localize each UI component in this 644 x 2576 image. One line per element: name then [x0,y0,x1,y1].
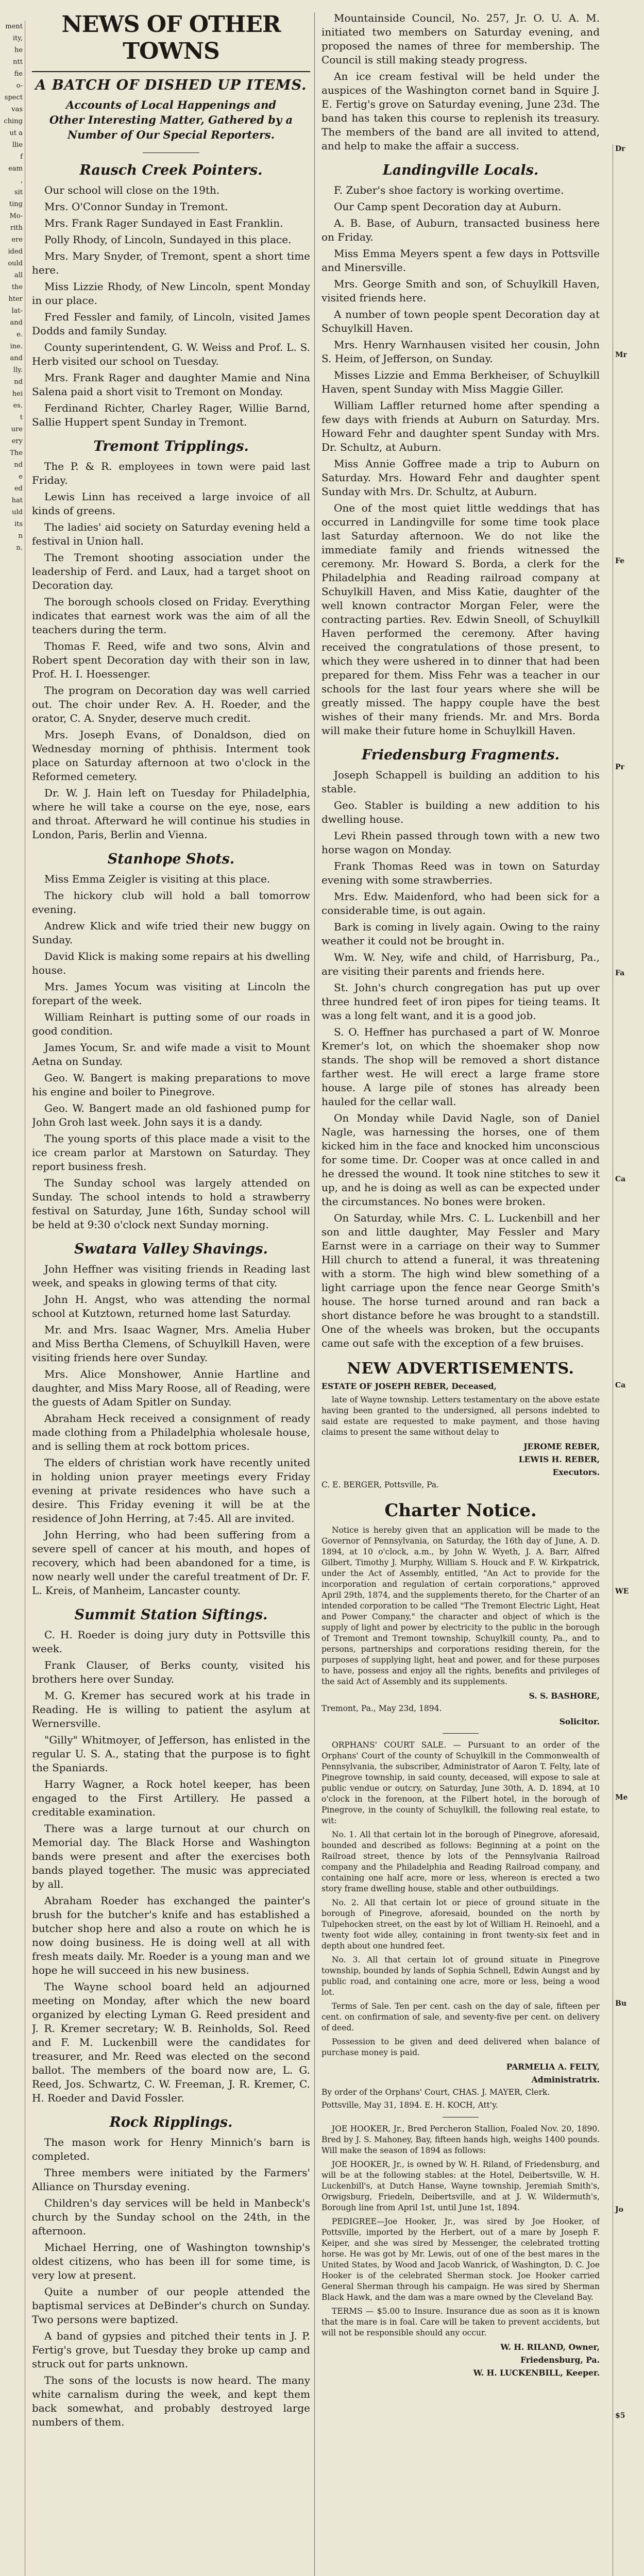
charter-role: Solicitor. [559,1717,600,1726]
orphans-tract: No. 1. All that certain lot in the borough of Pinegrove, aforesaid, bounded and described as follows: Beginning at a point on the Railroad street, thence by lots of the Pennsylvania Railroad company and the Philadelphia and Reading Railroad company, and containing one half acre, more or less, whereon is erected a two story frame dwelling house, stable and other outbuildings. [321,1830,600,1893]
news-item: Mrs. Alice Monshower, Annie Hartline and daughter, and Miss Mary Roose, all of Reading, were the guests of Adam Spitler on Sunday. [32,1368,310,1408]
edge-fragment: all [14,272,23,279]
news-item: The elders of christian work have recently united in holding union prayer meetings every Friday evening at private residences who have such a desire. This Friday evening it will be at the residence of John Herring, at 7:45. All are invited. [32,1456,310,1524]
edge-fragment: e. [16,331,23,338]
estate-attorney: C. E. BERGER, Pottsville, Pa. [321,1480,439,1489]
stallion-owner-place: Friedensburg, Pa. [520,2355,600,2365]
news-item: The program on Decoration day was well carried out. The choir under Rev. A. H. Roeder, and the orator, C. A. Snyder, deserve much credit. [32,684,310,724]
news-item: On Monday while David Nagle, son of Daniel Nagle, was harnessing the horses, one of them kicked him in the face and knocked him unconscious for some time. Dr. Cooper was at once called in and he dressed the wound. It took nine stitches to sew it up, and he is doing as well as can be expected under the circumstances. No bones were broken. [321,1112,600,1208]
section-friedensburg [321,748,600,1350]
news-item: Mrs. Joseph Evans, of Donaldson, died on Wednesday morning of phthisis. Interment took place on Saturday afternoon at two o'clock in the Reformed cemetery. [32,728,310,783]
news-item: Andrew Klick and wife tried their new buggy on Sunday. [32,920,310,946]
estate-body: late of Wayne township. Letters testamentary on the above estate having been granted to the undersigned, all persons indebted to said estate are requested to make payment, and those having claims to present the same without delay to [321,1395,600,1437]
news-item: Miss Emma Zeigler is visiting at this place. [44,873,270,885]
news-item: Miss Lizzie Rhody, of New Lincoln, spent Monday in our place. [32,280,310,307]
deck-headline: A BATCH OF DISHED UP ITEMS. [35,77,307,93]
edge-fragment: Mr [615,351,627,359]
stallion-owner: W. H. RILAND, Owner, [500,2342,600,2352]
edge-fragment: eam [8,165,23,173]
news-item: Miss Annie Goffree made a trip to Auburn on Saturday. Mrs. Howard Fehr and daughter spent Sunday with Mrs. Dr. Schultz, at Auburn. [321,457,600,498]
edge-fragment: ould [8,260,23,267]
news-item: Quite a number of our people attended the baptismal services at DeBinder's church on Sunday. Two persons were baptized. [32,2285,310,2326]
edge-fragment: ting [9,200,23,208]
edge-fragment: he [14,46,23,54]
section-swatara [32,1242,310,1598]
news-item: The sons of the locusts is now heard. The many white carnalism during the week, and kept them back somewhat, and probably destroyed large numbers of them. [32,2374,310,2428]
news-item: John Heffner was visiting friends in Reading last week, and speaks in glowing terms of that city. [32,1263,310,1289]
news-item: "Gilly" Whitmoyer, of Jefferson, has enlisted in the regular U. S. A., stating that the purpose is to fight the Spaniards. [32,1734,310,1774]
edge-fragment: nd [14,461,23,469]
section-head: Swatara Valley Shavings. [74,1241,268,1257]
estate-signer: LEWIS H. REBER, [518,1454,600,1464]
edge-fragment: , [20,177,23,184]
charter-date: Tremont, Pa., May 23d, 1894. [321,1704,442,1713]
news-item: On Saturday, while Mrs. C. L. Luckenbill and her son and little daughter, May Fessler and Mary Earnst were in a carriage on their way to Summer Hill church to attend a funeral, it was threatening with a storm. The high wind blew something of a light carriage upon the fence near George Smith's house. The horse turned around and ran back a short distance before he was brought to a standstill. One of the wheels was broken, but the occupants came out safe with the exception of a few bruises. [321,1212,600,1349]
news-item: St. John's church congregation has put up over three hundred feet of iron pipes for tieing teams. It was a long felt want, and it is a good job. [321,981,600,1022]
deck-subheadline: Accounts of Local Happenings and Other Interesting Matter, Gathered by a Number of Our Special Reporters. [49,98,293,141]
news-item: Harry Wagner, a Rock hotel keeper, has been engaged to the First Artillery. He passed a creditable examination. [32,1778,310,1818]
stallion-pedigree: PEDIGREE—Joe Hooker, Jr., was sired by Joe Hooker, of Pottsville, imported by the Herbert, out of a mare by Joseph F. Keiper, and she was sired by Messenger, the celebrated trotting horse. He was got by Mr. Lewis, out of one of the best mares in the United States, by Wood and Jacob Wanrick, of Washington, D. C. Joe Hooker is of the celebrated Sherman stock. Joe Hooker carried General Sherman through his campaign. He was sired by Sherman Black Hawk, and the dam was a mare owned by the Cleveland Bay. [321,2217,600,2302]
edge-fragment: Ca [615,1381,626,1389]
news-item: Mrs. Henry Warnhausen visited her cousin, John S. Heim, of Jefferson, on Sunday. [321,338,600,365]
news-item: S. O. Heffner has purchased a part of W. Monroe Kremer's lot, on which the shoemaker shop now stands. The shop will be removed a short distance farther west. He will erect a large frame store house. A large pile of stones has already been hauled for the cellar wall. [321,1026,600,1108]
edge-fragment: ment [5,23,23,30]
stallion-keeper: W. H. LUCKENBILL, Keeper. [473,2368,600,2378]
section-head: Summit Station Siftings. [74,1607,268,1623]
news-item: Polly Rhody, of Lincoln, Sundayed in this place. [44,233,292,246]
news-item: There was a large turnout at our church on Memorial day. The Black Horse and Washington bands were present and after the exercises both bands played together. The music was appreciated by all. [32,1822,310,1890]
news-item: James Yocum, Sr. and wife made a visit to Mount Aetna on Sunday. [32,1041,310,1067]
section-head: Stanhope Shots. [107,851,235,867]
edge-fragment: The [10,449,23,457]
news-item: Mrs. Edw. Maidenford, who had been sick for a considerable time, is out again. [321,890,600,917]
right-column [321,11,600,2576]
charter-head: Charter Notice. [384,1500,537,1521]
news-item: Fred Fessler and family, of Lincoln, visited James Dodds and family Sunday. [32,311,310,337]
news-item: Levi Rhein passed through town with a new two horse wagon on Monday. [321,829,600,856]
edge-fragment: spect [4,94,23,101]
edge-fragment: ching [4,117,23,125]
stallion-terms: TERMS — $5.00 to Insure. Insurance due as soon as it is known that the mare is in foal. Care will be taken to prevent accidents, but will not be responsible should any occur. [321,2307,600,2337]
news-item: The hickory club will hold a ball tomorrow evening. [32,889,310,916]
edge-fragment: t [20,414,23,421]
news-item: F. Zuber's shoe factory is working overtime. [334,184,564,196]
advertisements-head: NEW ADVERTISEMENTS. [347,1360,574,1378]
news-item: John H. Angst, who was attending the normal school at Kutztown, returned home last Saturday. [32,1293,310,1319]
edge-fragment: sit [14,189,23,196]
edge-fragment: f [20,153,23,161]
edge-fragment: es. [13,402,23,410]
edge-fragment: Pr [615,763,624,771]
charter-notice [321,1525,600,1727]
left-edge-fragments [0,21,25,2576]
news-item: Three members were initiated by the Farmers' Alliance on Thursday evening. [32,2166,310,2193]
section-summit [32,1608,310,2105]
edge-fragment: rith [10,224,23,232]
edge-fragment: o- [16,82,23,90]
edge-fragment: ine. [10,343,23,350]
estate-notice [321,1381,600,1490]
edge-fragment: nd [14,378,23,386]
news-item: Mrs. Frank Rager Sundayed in East Franklin. [44,217,283,229]
edge-fragment: lat- [11,307,23,315]
orphans-tract: No. 2. All that certain lot or piece of ground situate in the borough of Pinegrove, aforesaid, bounded on the north by Tulpehocken street, on the east by lot of William H. Reinoehl, and a twenty foot wide alley, containing in front twenty-six feet and in depth about one hundred feet. [321,1898,600,1951]
stallion-advertisement [321,2124,600,2378]
rule [443,1733,479,1734]
edge-fragment: Ca [615,1175,626,1183]
orphans-possession: Possession to be given and deed delivered when balance of purchase money is paid. [321,2037,600,2057]
orphans-date: Pottsville, May 31, 1894. E. H. KOCH, Att'y. [321,2100,498,2110]
news-item: A. B. Base, of Auburn, transacted business here on Friday. [321,217,600,243]
orphans-terms: Terms of Sale. Ten per cent. cash on the day of sale, fifteen per cent. on confirmation of sale, and seventy-five per cent. on delivery of deed. [321,2002,600,2032]
edge-fragment: the [11,283,23,291]
orphans-court-line: By order of the Orphans' Court, CHAS. J. MAYER, Clerk. [321,2088,550,2097]
edge-fragment: ided [8,248,23,256]
news-item: A number of town people spent Decoration day at Schuylkill Haven. [321,308,600,334]
news-item: The P. & R. employees in town were paid last Friday. [32,460,310,486]
news-item: Wm. W. Ney, wife and child, of Harrisburg, Pa., are visiting their parents and friends here. [321,951,600,977]
news-item: Mrs. James Yocum was visiting at Lincoln the forepart of the week. [32,980,310,1007]
section-head: Tremont Tripplings. [93,438,249,454]
edge-fragment: ntt [13,58,23,66]
news-item: Lewis Linn has received a large invoice of all kinds of greens. [32,490,310,517]
edge-fragment: ut a [9,129,23,137]
news-item: David Klick is making some repairs at his dwelling house. [32,950,310,976]
news-item: One of the most quiet little weddings that has occurred in Landingville for some time took place last Saturday afternoon. We do not like the immediate family and friends witnessed the ceremony. Mr. Howard S. Borda, a clerk for the Philadelphia and Reading railroad company at Schuylkill Haven, and Miss Katie, daughter of the well known contractor Morgan Feler, were the contracting parties. Rev. Edwin Sneoll, of Schuylkill Haven performed the ceremony. After having received the congratulations of those present, to which they were ushered in to dinner that had been prepared for them. Miss Fehr was a teacher in our schools for the last four years where she will be greatly missed. The happy couple have the best wishes of their many friends. Mr. and Mrs. Borda will make their future home in Schuylkill Haven. [321,502,600,737]
estate-title: ESTATE OF JOSEPH REBER, Deceased, [321,1381,497,1391]
news-item: The Tremont shooting association under the leadership of Ferd. and Laux, had a target shoot on Decoration day. [32,551,310,591]
section-rausch-creek [32,163,310,429]
section-rock [32,2115,310,2429]
section-landingville [321,163,600,738]
section-head: Rausch Creek Pointers. [79,162,263,178]
edge-fragment: uld [12,509,23,516]
edge-fragment: vas [11,106,23,113]
charter-signer: S. S. BASHORE, [529,1691,600,1701]
edge-fragment: its [14,520,23,528]
edge-fragment: lly. [13,366,23,374]
news-item: Mountainside Council, No. 257, Jr. O. U. A. M. initiated two members on Saturday evening, and proposed the names of three for membership. The Council is still making steady progress. [321,12,600,66]
news-item: C. H. Roeder is doing jury duty in Pottsville this week. [32,1629,310,1655]
estate-signer: JEROME REBER, [523,1442,600,1451]
stallion-stations: JOE HOOKER, Jr., is owned by W. H. Riland, of Friedensburg, and will be at the following stables: at the Hotel, Deibertsville, W. H. Luckenbill's, at Dutch Hanse, Wayne township, Jeremiah Smith's, Orwigsburg, Friedeln, Deibertsville, and at J. W. Wildermuth's, Borough line from April 1st, until June 1st, 1894. [321,2160,600,2212]
news-item: The mason work for Henry Minnich's barn is completed. [32,2136,310,2162]
news-item: Mrs. Frank Rager and daughter Mamie and Nina Salena paid a short visit to Tremont on Monday. [32,371,310,398]
orphans-body: ORPHANS' COURT SALE. — Pursuant to an order of the Orphans' Court of the county of Schuylkill in the Commonwealth of Pennsylvania, the subscriber, Administrator of Aaron T. Felty, late of Pinegrove township, in said county, deceased, will expose to sale at public vendue or outcry, on Saturday, June 30th, A. D. 1894, at 10 o'clock in the forenoon, at the Filbert hotel, in the borough of Pinegrove, in the county of Schuylkill, the following real estate, to wit: [321,1740,600,1825]
edge-fragment: hei [12,390,23,398]
section-tremont [32,439,310,842]
edge-fragment: and [10,319,23,327]
news-item: Geo. W. Bangert made an old fashioned pump for John Groh last week. John says it is a dandy. [32,1102,310,1128]
news-item: Bark is coming in lively again. Owing to the rainy weather it could not be brought in. [321,921,600,947]
section-mountainside [321,11,600,153]
news-item: Frank Clauser, of Berks county, visited his brothers here over Sunday. [32,1659,310,1685]
news-item: Geo. Stabler is building a new addition to his dwelling house. [321,799,600,825]
news-item: The Sunday school was largely attended on Sunday. The school intends to hold a strawberry festival on Saturday, June 16th, Sunday school will be held at 9:30 o'clock next Sunday morning. [32,1177,310,1231]
news-item: Joseph Schappell is building an addition to his stable. [321,769,600,795]
news-item: Mrs. George Smith and son, of Schuylkill Haven, visited friends here. [321,278,600,304]
edge-fragment: hter [8,295,23,303]
edge-fragment: Me [615,1793,628,1802]
edge-fragment: fie [14,70,23,78]
edge-fragment: ere [11,236,23,244]
news-item: The ladies' aid society on Saturday evening held a festival in Union hall. [32,521,310,547]
orphans-signer: PARMELIA A. FELTY, [506,2062,600,2072]
news-item: Misses Lizzie and Emma Berkheiser, of Schuylkill Haven, spent Sunday with Miss Maggie Giller. [321,369,600,395]
news-item: Ferdinand Richter, Charley Rager, Willie Barnd, Sallie Huppert spent Sunday in Tremont. [32,402,310,428]
section-head: Landingville Locals. [382,162,539,178]
section-stanhope [32,852,310,1232]
estate-signer-role: Executors. [552,1467,600,1477]
edge-fragment: and [10,354,23,362]
edge-fragment: $5 [615,2412,625,2420]
charter-body: Notice is hereby given that an application will be made to the Governor of Pennsylvania, on Saturday, the 16th day of June, A. D. 1894, at 10 o'clock, a.m., by John W. Wyeth, J. A. Barr, Alfred Gilbert, Timothy J. Murphy, William S. Houck and F. W. Kirkpatrick, under the Act of Assembly, entitled, "An Act to provide for the incorporation and regulation of certain corporations," approved April 29th, 1874, and the supplements thereto, for the Charter of an intended corporation to be called "The Tremont Electric Light, Heat and Power Company," the character and object of which is the supply of light and power by electricity to the public in the borough of Tremont and Tremont township, Schuylkill county, Pa., and to persons, partnerships and corporations residing therein, for the purposes of supplying light, heat and power, and for these purposes to have, possess and enjoy all the rights, benefits and privileges of the said Act of Assembly and its supplements. [321,1526,600,1686]
edge-fragment: n. [16,544,23,552]
right-edge-fragments [613,144,644,2576]
column-divider [314,12,315,2576]
section-head: Friedensburg Fragments. [362,747,560,763]
news-item: M. G. Kremer has secured work at his trade in Reading. He is willing to patient the asylum at Wernersville. [32,1689,310,1730]
news-item: Miss Emma Meyers spent a few days in Pottsville and Minersville. [321,247,600,274]
news-item: Geo. W. Bangert is making preparations to move his engine and boiler to Pinegrove. [32,1072,310,1098]
edge-fragment: Mo- [9,212,23,220]
stallion-intro: JOE HOOKER, Jr., Bred Percheron Stallion, Foaled Nov. 20, 1890. Bred by J. S. Mahoney, Bay, fifteen hands high, weighs 1400 pounds. Will make the season of 1894 as follows: [321,2124,600,2155]
edge-fragment: Jo [615,2206,623,2214]
edge-fragment: Bu [615,1999,627,2008]
news-item: Abraham Roeder has exchanged the painter's brush for the butcher's knife and has established a butcher shop here and also a route on which he is now doing business. He is doing well at all with fresh meats daily. Mr. Roeder is a young man and we hope he will succeed in his new business. [32,1894,310,1976]
news-item: William Reinhart is putting some of our roads in good condition. [32,1011,310,1037]
news-item: Our Camp spent Decoration day at Auburn. [334,200,562,213]
orphans-court-notice [321,1740,600,2111]
masthead: NEWS OF OTHER TOWNS [32,11,310,72]
news-item: John Herring, who had been suffering from a severe spell of cancer at his mouth, and hopes of recovery, which had been abandoned for a time, is now nearly well under the careful treatment of Dr. F. L. Kreis, of Manheim, Lancaster county. [32,1529,310,1597]
news-item: Mrs. Mary Snyder, of Tremont, spent a short time here. [32,250,310,276]
news-item: Thomas F. Reed, wife and two sons, Alvin and Robert spent Decoration day with their son in law, Prof. H. I. Hoessenger. [32,640,310,680]
news-item: County superintendent, G. W. Weiss and Prof. L. S. Herb visited our school on Tuesday. [32,341,310,367]
news-item: A band of gypsies and pitched their tents in J. P. Fertig's grove, but Tuesday they broke up camp and struck out for parts unknown. [32,2330,310,2370]
edge-fragment: n [18,532,23,540]
edge-fragment: Fe [615,557,625,565]
news-item: Our school will close on the 19th. [44,184,220,196]
edge-fragment: Fa [615,969,625,977]
orphans-role: Administratrix. [531,2075,600,2084]
news-item: Michael Herring, one of Washington township's oldest citizens, who has been ill for some time, is very low at present. [32,2241,310,2281]
news-item: Frank Thomas Reed was in town on Saturday evening with some strawberries. [321,860,600,886]
news-item: Mrs. O'Connor Sunday in Tremont. [44,200,228,213]
edge-fragment: ure [11,426,23,433]
news-item: Abraham Heck received a consignment of ready made clothing from a Philadelphia wholesale house, and is selling them at rock bottom prices. [32,1412,310,1452]
rule [143,152,199,153]
edge-fragment: llie [12,141,23,149]
edge-fragment: ery [11,437,23,445]
news-item: The young sports of this place made a visit to the ice cream parlor at Marstown on Saturday. They report business fresh. [32,1132,310,1173]
edge-fragment: e [19,473,23,481]
orphans-tract: No. 3. All that certain lot of ground situate in Pinegrove township, bounded by lands of Sophia Schnell, Edwin Aungst and by public road, and containing one acre, more or less, being a wood lot. [321,1955,600,1997]
left-column [32,11,310,2576]
news-item: Children's day services will be held in Manbeck's church by the Sunday school on the 24th, in the afternoon. [32,2197,310,2237]
news-item: An ice cream festival will be held under the auspices of the Washington cornet band in Squire J. E. Fertig's grove on Saturday evening, June 23d. The band has taken this course to replenish its treasury. The members of the band are all invited to attend, and help to make the affair a success. [321,70,600,152]
edge-fragment: Dr [615,145,625,153]
news-item: William Laffler returned home after spending a few days with friends at Auburn on Saturday. Mrs. Howard Fehr and daughter spent Sunday with Mrs. Dr. Schultz, at Auburn. [321,399,600,453]
news-item: The borough schools closed on Friday. Everything indicates that earnest work was the aim of all the teachers during the term. [32,596,310,636]
section-head: Rock Ripplings. [109,2114,233,2130]
edge-fragment: ity, [12,35,23,42]
news-item: The Wayne school board held an adjourned meeting on Monday, after which the new board organized by electing Lyman G. Reed president and J. R. Kremer secretary; W. B. Reinholds, Sol. Reed and F. M. Luckenbill were the candidates for treasurer, and Mr. Reed was elected on the second ballot. The members of the board now are, L. G. Reed, Jos. Schwartz, C. W. Freeman, J. R. Kremer, C. H. Roeder and David Fossler. [32,1980,310,2104]
edge-fragment: hat [11,497,23,504]
news-item: Dr. W. J. Hain left on Tuesday for Philadelphia, where he will take a course on the eye, nose, ears and throat. Afterward he will continue his studies in London, Paris, Berlin and Vienna. [32,787,310,841]
edge-fragment: ed [14,485,23,493]
news-item: Mr. and Mrs. Isaac Wagner, Mrs. Amelia Huber and Miss Bertha Clemens, of Schuylkill Haven, were visiting friends here over Sunday. [32,1324,310,1364]
edge-fragment: WE [615,1587,629,1596]
